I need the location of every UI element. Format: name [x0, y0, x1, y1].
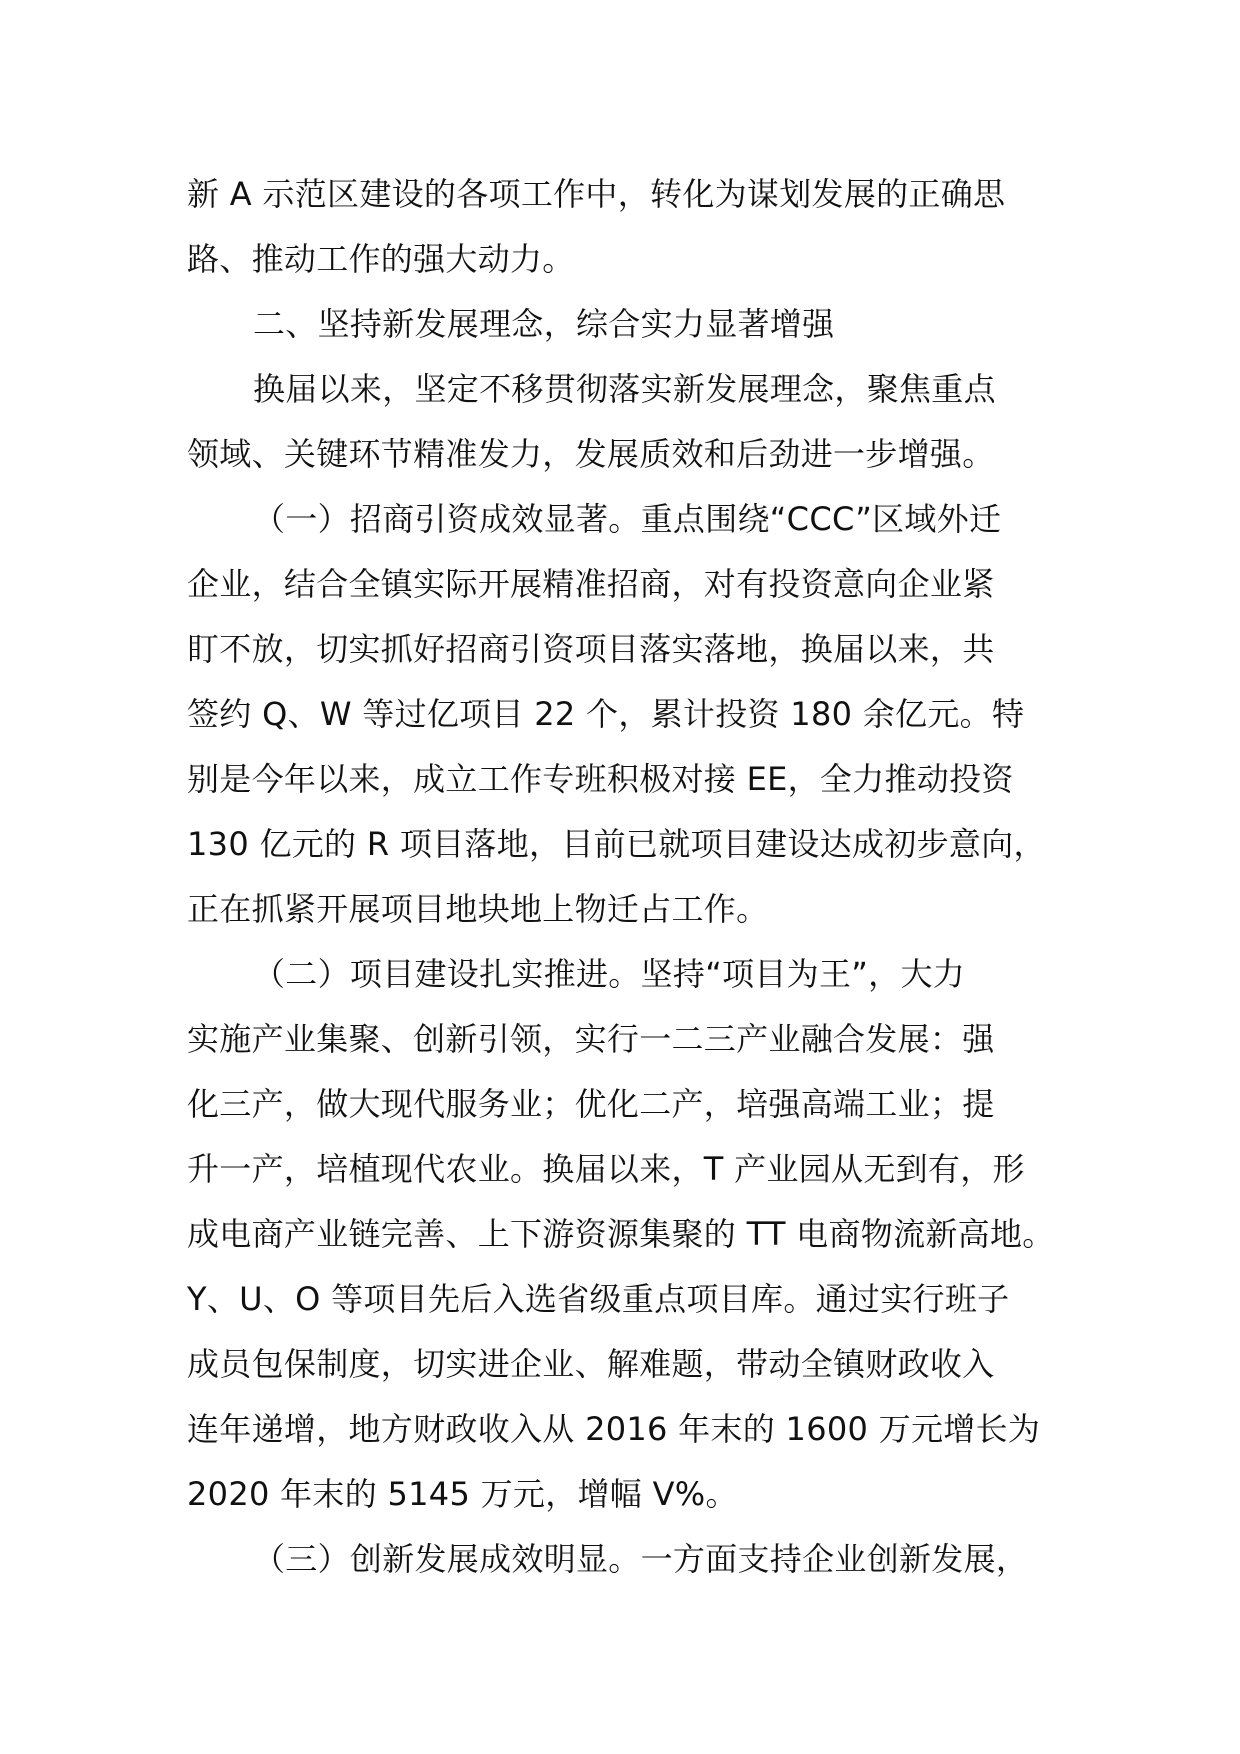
text-line: 盯不放，切实抓好招商引资项目落实落地，换届以来，共: [187, 630, 995, 668]
text-line: 别是今年以来，成立工作专班积极对接 EE，全力推动投资: [187, 760, 1014, 798]
subsection-first-line: （三）创新发展成效明显。一方面支持企业创新发展，: [253, 1540, 1029, 1578]
text-line: 企业，结合全镇实际开展精准招商，对有投资意向企业紧: [187, 565, 995, 603]
text-line: 连年递增，地方财政收入从 2016 年末的 1600 万元增长为: [187, 1410, 1041, 1448]
text-line: 领域、关键环节精准发力，发展质效和后劲进一步增强。: [187, 435, 995, 473]
document-body: [187, 162, 1087, 1592]
subsection-first-line: （二）项目建设扎实推进。坚持“项目为王”，大力: [253, 955, 966, 993]
paragraph-first-line: 换届以来，坚定不移贯彻落实新发展理念，聚焦重点: [253, 370, 996, 408]
text-line: 化三产，做大现代服务业；优化二产，培强高端工业；提: [187, 1085, 995, 1123]
section-heading: 二、坚持新发展理念，综合实力显著增强: [253, 305, 835, 343]
text-line: 成电商产业链完善、上下游资源集聚的 TT 电商物流新高地。: [187, 1215, 1055, 1253]
text-line: 路、推动工作的强大动力。: [187, 240, 575, 278]
text-line: Y、U、O 等项目先后入选省级重点项目库。通过实行班子: [187, 1280, 1010, 1318]
text-line: 升一产，培植现代农业。换届以来，T 产业园从无到有，形: [187, 1150, 1025, 1188]
text-line: 实施产业集聚、创新引领，实行一二三产业融合发展：强: [187, 1020, 995, 1058]
text-line: 成员包保制度，切实进企业、解难题，带动全镇财政收入: [187, 1345, 995, 1383]
text-line: 正在抓紧开展项目地块地上物迁占工作。: [187, 890, 769, 928]
subsection-first-line: （一）招商引资成效显著。重点围绕“CCC”区域外迁: [253, 500, 1002, 538]
text-line: 130 亿元的 R 项目落地，目前已就项目建设达成初步意向，: [187, 825, 1046, 863]
text-line: 签约 Q、W 等过亿项目 22 个，累计投资 180 余亿元。特: [187, 695, 1025, 733]
text-line: 新 A 示范区建设的各项工作中，转化为谋划发展的正确思: [187, 175, 1006, 213]
text-line: 2020 年末的 5145 万元，增幅 V%。: [187, 1475, 738, 1513]
